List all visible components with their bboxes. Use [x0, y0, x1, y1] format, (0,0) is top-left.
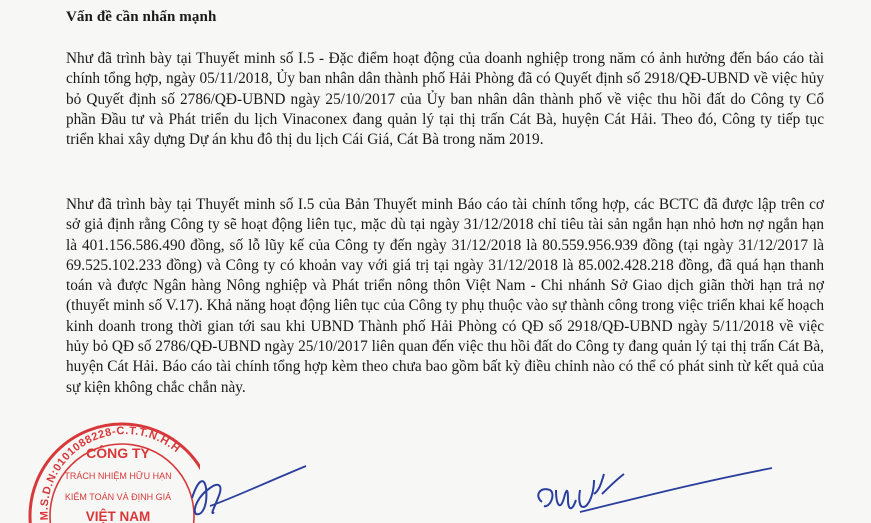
section-heading: Vấn đề cần nhấn mạnh	[66, 9, 217, 25]
svg-text:CÔNG TY: CÔNG TY	[86, 445, 150, 461]
svg-text:M.S.D.N:0101088228-C.T.T.N.H.H: M.S.D.N:0101088228-C.T.T.N.H.H	[38, 424, 183, 521]
director-signature	[520, 460, 780, 520]
svg-text:VIỆT NAM: VIỆT NAM	[85, 509, 151, 523]
paragraph-1: Như đã trình bày tại Thuyết minh số I.5 - Đặc điểm hoạt động của doanh nghiệp trong năm có ảnh hưởng đến báo cáo tài chính tổng hợp, ngày 05/11/2018, Ủy ban nhân dân thành phố Hải Phòng đã có Quyết định số 2918/QĐ-UBND về việc hủy bỏ Quyết định số 2786/QĐ-UBND ngày 25/10/2017 của Ủy ban nhân dân thành phố về việc thu hồi đất do Công ty Cổ phần Đầu tư và Phát triển du lịch Vinaconex đang quản lý tại thị trấn Cát Bà, huyện Cát Hải. Theo đó, Công ty tiếp tục triển khai xây dựng Dự án khu đô thị du lịch Cái Giá, Cát Bà trong năm 2019.	[66, 50, 824, 149]
svg-text:KIỂM TOÁN VÀ ĐỊNH GIÁ: KIỂM TOÁN VÀ ĐỊNH GIÁ	[64, 492, 172, 502]
svg-text:TRÁCH NHIỆM HỮU HẠN: TRÁCH NHIỆM HỮU HẠN	[64, 471, 172, 481]
company-stamp	[10, 408, 200, 523]
paragraph-2: Như đã trình bày tại Thuyết minh số I.5 của Bản Thuyết minh Báo cáo tài chính tổng hợp, các BCTC đã được lập trên cơ sở giả định rằng Công ty sẽ hoạt động liên tục, mặc dù tại ngày 31/12/2018 chỉ tiêu tài sản ngắn hạn nhỏ hơn nợ ngắn hạn là 401.156.586.490 đồng, số lỗ lũy kế của Công ty đến ngày 31/12/2018 là 80.559.956.939 đồng (tại ngày 31/12/2017 là 69.525.102.233 đồng) và Công ty có khoản vay với giá trị tại ngày 31/12/2018 là 85.002.428.218 đồng, đã quá hạn thanh toán và được Ngân hàng Nông nghiệp và Phát triển nông thôn Việt Nam - Chi nhánh Sở Giao dịch giãn thời hạn trả nợ (thuyết minh số V.17). Khả năng hoạt động liên tục của Công ty phụ thuộc vào sự thành công trong việc triển khai kế hoạch kinh doanh trong thời gian tới sau khi UBND Thành phố Hải Phòng có QĐ số 2918/QĐ-UBND ngày 5/11/2018 về việc hủy bỏ QĐ số 2786/QĐ-UBND ngày 25/10/2017 liên quan đến việc thu hồi đất do Công ty đang quản lý tại thị trấn Cát Bà, huyện Cát Hải. Báo cáo tài chính tổng hợp kèm theo chưa bao gồm bất kỳ điều chỉnh nào có thể có phát sinh từ kết quả của sự kiện không chắc chắn này.	[66, 196, 824, 396]
auditor-signature	[188, 458, 308, 520]
